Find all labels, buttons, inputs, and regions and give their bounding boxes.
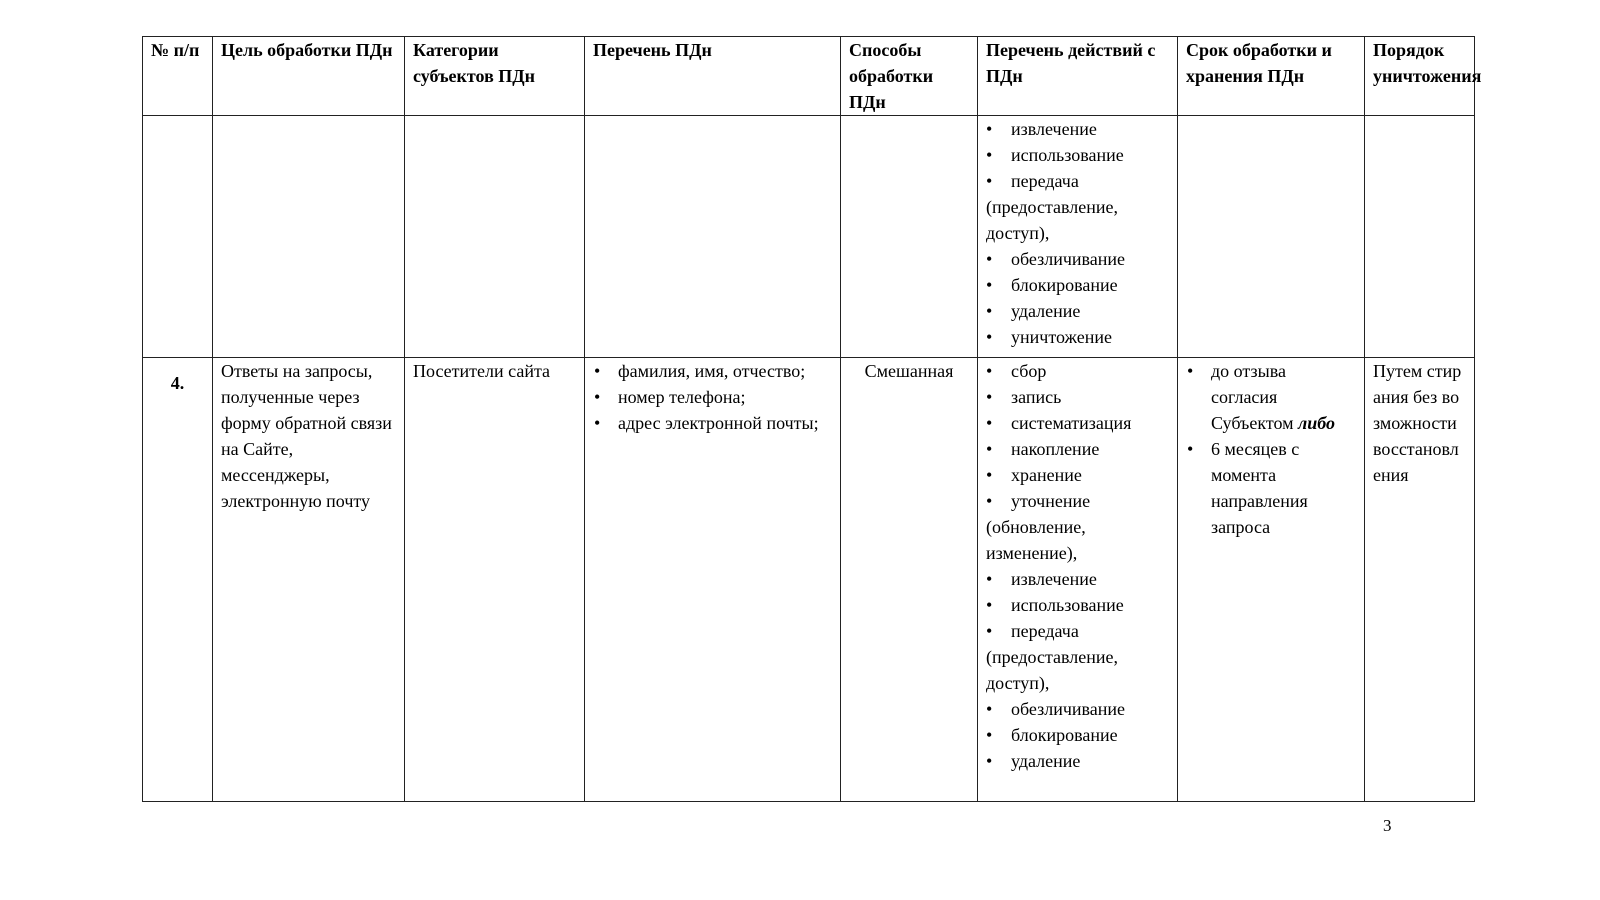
actions-list-continued [986,116,1169,350]
table-row [143,358,1475,802]
cell-pdn-list [585,358,841,802]
cell-actions [978,358,1178,802]
list-item: • передача (предоставление, доступ), [986,618,1169,696]
list-item: • номер телефона; [593,384,832,410]
header-number: № п/п [143,37,213,116]
list-item: • адрес электронной почты; [593,410,832,436]
table-row-continuation [143,116,1475,358]
list-item: • блокирование [986,272,1169,298]
list-item: • блокирование [986,722,1169,748]
list-item: • фамилия, имя, отчество; [593,358,832,384]
header-pdn-list: Перечень ПДн [585,37,841,116]
list-item: • уничтожение [986,324,1169,350]
list-item: • сбор [986,358,1169,384]
cell-empty [841,116,978,358]
list-item: • хранение [986,462,1169,488]
cell-purpose: Ответы на запросы, полученные через форму обратной связи на Сайте, мессенджеры, электронную почту [213,358,405,802]
list-item: • использование [986,142,1169,168]
cell-empty [405,116,585,358]
header-subjects: Категории субъектов ПДн [405,37,585,116]
list-item: • обезличивание [986,696,1169,722]
header-methods: Способы обработки ПДн [841,37,978,116]
list-item [1186,358,1356,436]
list-item: • удаление [986,748,1169,774]
list-item: • 6 месяцев с момента направления запроса [1186,436,1356,540]
cell-empty [1365,116,1475,358]
cell-empty [585,116,841,358]
term-either: либо [1298,413,1336,433]
cell-methods: Смешанная [841,358,978,802]
page-number: 3 [1383,816,1392,835]
list-item: • систематизация [986,410,1169,436]
cell-subjects: Посетители сайта [405,358,585,802]
list-item: • удаление [986,298,1169,324]
list-item: • запись [986,384,1169,410]
list-item: • обезличивание [986,246,1169,272]
cell-empty [1178,116,1365,358]
header-term: Срок обработки и хранения ПДн [1178,37,1365,116]
list-item: • накопление [986,436,1169,462]
cell-destruction: Путем стирания без возможности восстановления [1365,358,1475,802]
header-actions: Перечень действий с ПДн [978,37,1178,116]
pdn-processing-table [142,36,1482,802]
term-text: до отзыва согласия Субъектом [1211,361,1294,433]
cell-actions-continued [978,116,1178,358]
list-item: • передача (предоставление, доступ), [986,168,1169,246]
cell-number: 4. [143,358,213,802]
list-item: • извлечение [986,116,1169,142]
table-header-row [143,37,1475,116]
list-item: • извлечение [986,566,1169,592]
list-item: • использование [986,592,1169,618]
header-purpose: Цель обработки ПДн [213,37,405,116]
header-destruction: Порядок уничтожения [1365,37,1475,116]
cell-term [1178,358,1365,802]
list-item: • уточнение (обновление, изменение), [986,488,1169,566]
actions-list [986,358,1169,774]
pdn-list [593,358,832,436]
cell-empty [213,116,405,358]
term-list [1186,358,1356,540]
cell-empty [143,116,213,358]
